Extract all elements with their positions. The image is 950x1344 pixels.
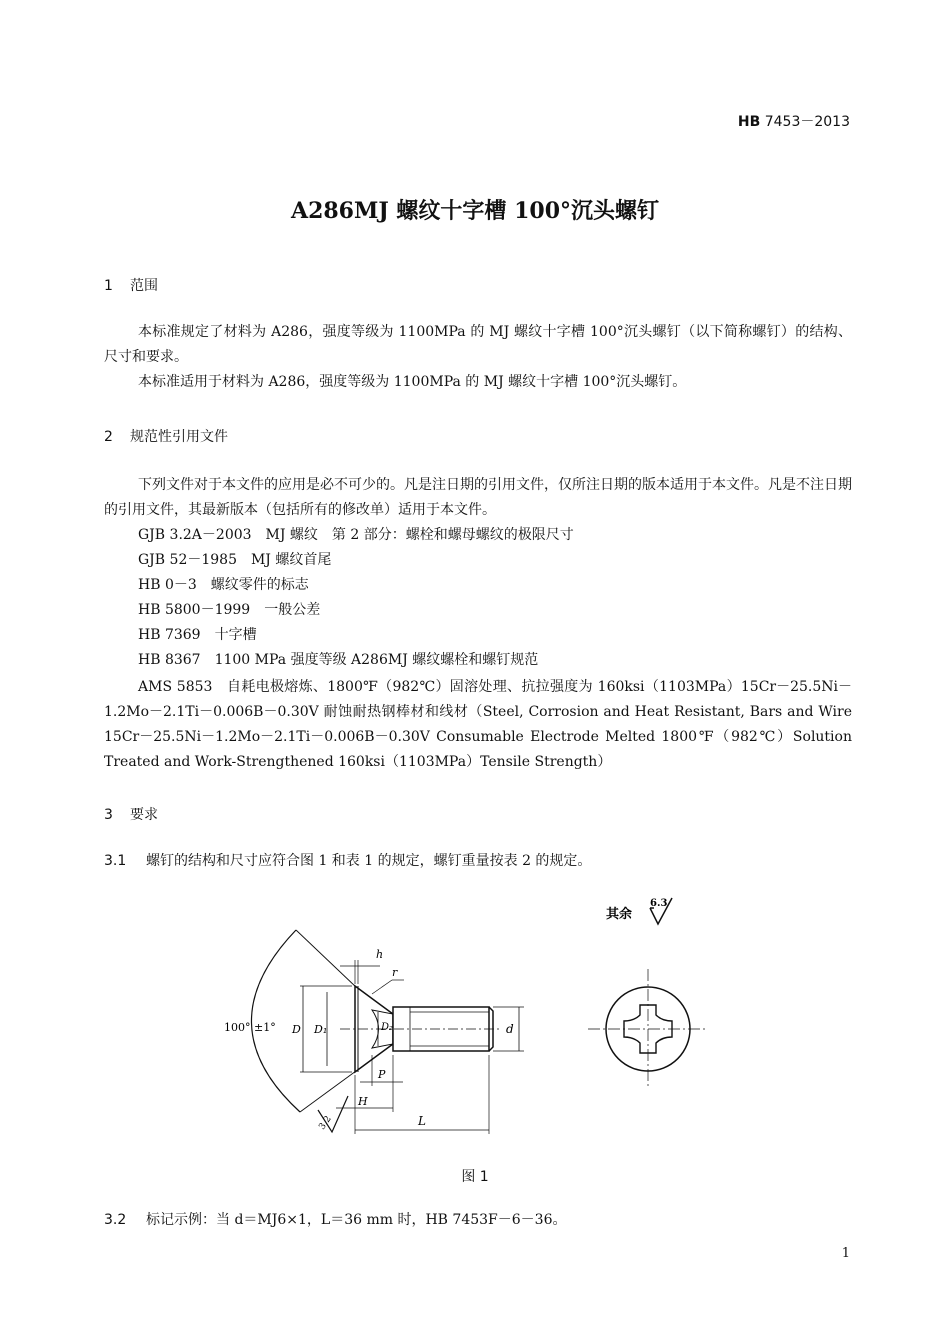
standard-code	[738, 111, 850, 131]
figure-1-drawing	[0, 880, 950, 1160]
page-number: 1	[841, 1246, 850, 1261]
scope-paragraph-1: 本标准规定了材料为 A286，强度等级为 1100MPa 的 MJ 螺纹十字槽 100°沉头螺钉（以下简称螺钉）的结构、尺寸和要求。	[104, 324, 852, 365]
clause-3-1	[104, 849, 591, 874]
section-number: 2	[104, 429, 113, 445]
reference-item: HB 7369 十字槽	[138, 627, 257, 643]
clause-text: 螺钉的结构和尺寸应符合图 1 和表 1 的规定，螺钉重量按表 2 的规定。	[146, 853, 592, 869]
dim-label-D2: D₂	[381, 1022, 394, 1033]
dim-label-D: D	[292, 1023, 301, 1036]
section-number: 1	[104, 278, 113, 294]
figure-caption: 图 1	[461, 1169, 489, 1185]
clause-text: 标记示例：当 d＝MJ6×1，L＝36 mm 时，HB 7453F－6－36。	[146, 1212, 567, 1228]
dim-label-H: H	[358, 1095, 368, 1108]
section-1-heading	[104, 275, 158, 295]
roughness-value: 6.3	[650, 898, 668, 909]
reference-item: HB 5800－1999 一般公差	[138, 602, 321, 618]
section-number: 3	[104, 807, 113, 823]
reference-item: HB 8367 1100 MPa 强度等级 A286MJ 螺纹螺栓和螺钉规范	[138, 652, 539, 668]
dim-label-r: r	[392, 966, 398, 979]
reference-item-ams: AMS 5853 自耗电极熔炼、1800℉（982℃）固溶处理、抗拉强度为 160ksi（1103MPa）15Cr－25.5Ni－1.2Mo－2.1Ti－0.006B－0.30V 耐蚀耐热钢棒材和线材（Steel, Corrosion and Heat Resistant, Bars and Wire 15Cr－25.5Ni－1.2Mo－2.1Ti－0.006B－0.30V Consumable Electrode Melted 1800℉（982℃）Solution Treated and Work-Strengthened 160ksi（1103MPa）Tensile Strength）	[104, 679, 852, 770]
dim-label-L: L	[418, 1114, 426, 1128]
section-title: 规范性引用文件	[130, 429, 228, 445]
section-title: 范围	[130, 278, 158, 294]
local-roughness-value: 3.2	[317, 1114, 334, 1132]
clause-number: 3.2	[104, 1212, 127, 1228]
angle-label: 100° ±1°	[224, 1021, 276, 1034]
reference-item: GJB 3.2A－2003 MJ 螺纹 第 2 部分：螺栓和螺母螺纹的极限尺寸	[138, 527, 574, 543]
roughness-note: 其余	[606, 907, 633, 922]
clause-3-2	[104, 1208, 566, 1233]
document-title: A286MJ 螺纹十字槽 100°沉头螺钉	[291, 198, 659, 224]
standard-number: 7453－2013	[764, 114, 850, 130]
dim-label-P: P	[378, 1068, 386, 1081]
screw-side-view	[340, 986, 500, 1072]
scope-paragraph-2: 本标准适用于材料为 A286，强度等级为 1100MPa 的 MJ 螺纹十字槽 100°沉头螺钉。	[138, 374, 687, 390]
reference-item: GJB 52－1985 MJ 螺纹首尾	[138, 552, 332, 568]
dim-label-d: d	[506, 1022, 514, 1036]
standard-prefix: HB	[737, 114, 761, 130]
dim-label-h: h	[376, 948, 384, 961]
section-2-heading	[104, 426, 228, 446]
section-3-heading	[104, 804, 158, 824]
clause-number: 3.1	[104, 853, 127, 869]
dim-label-D1: D₁	[314, 1023, 328, 1036]
screw-end-view	[588, 969, 708, 1089]
section-title: 要求	[130, 807, 158, 823]
reference-item: HB 0－3 螺纹零件的标志	[138, 577, 309, 593]
references-intro: 下列文件对于本文件的应用是必不可少的。凡是注日期的引用文件，仅所注日期的版本适用于本文件。凡是不注日期的引用文件，其最新版本（包括所有的修改单）适用于本文件。	[104, 477, 852, 518]
